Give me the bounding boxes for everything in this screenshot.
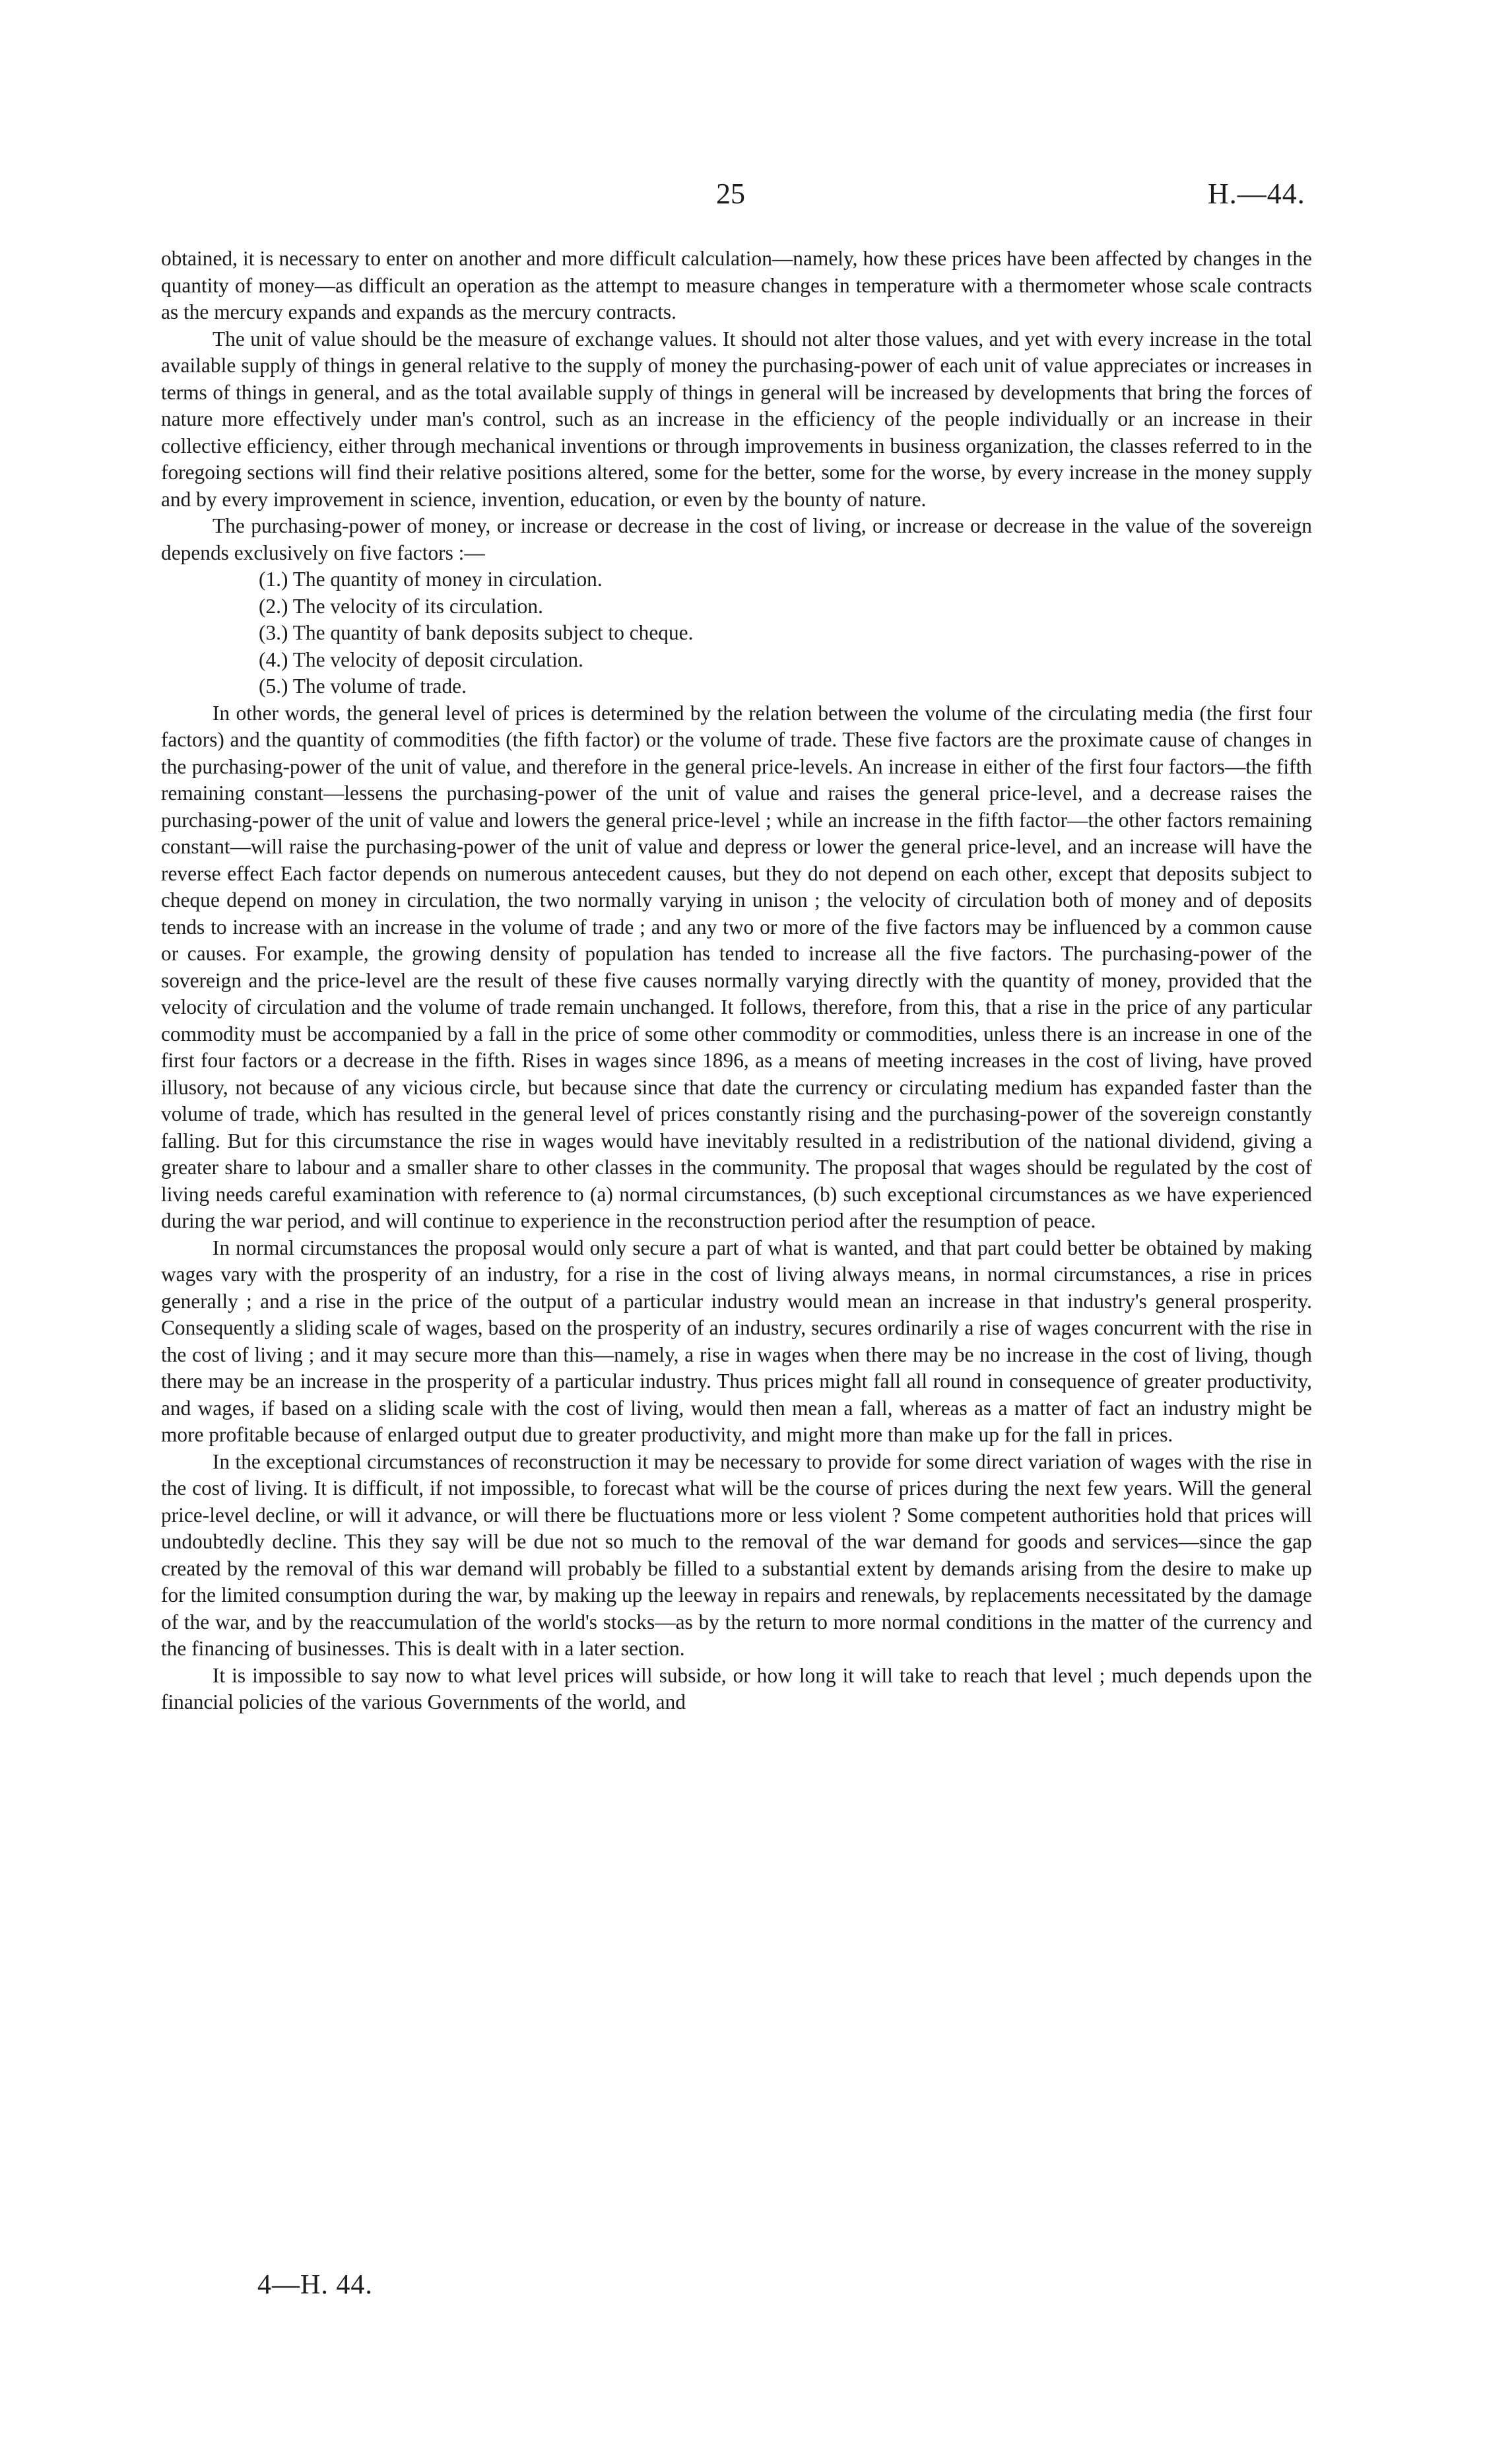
unit-of-value-paragraph: The unit of value should be the measure of exchange values. It should not alter those values, and yet with every increase in the total available supply of things in general relative to the supply of money the purchasing-power of each unit of value appreciates or increases in terms of things in general, and as the total available supply of things in general will be increased by developments that bring the forces of nature more effectively under man's control, such as an increase in the efficiency of the people individually or an increase in their collective efficiency, either through mechanical inventions or through improvements in business organization, the classes referred to in the foregoing sections will find their relative positions altered, some for the better, some for the worse, by every increase in the money supply and by every improvement in science, invention, education, or even by the bounty of nature. xyxy=(161,327,1312,511)
list-item: (3.) The quantity of bank deposits subject to cheque. xyxy=(259,621,694,644)
five-factors-list xyxy=(161,566,1312,700)
exceptional-circumstances-paragraph: In the exceptional circumstances of reconstruction it may be necessary to provide for some direct variation of wages with the rise in the cost of living. It is difficult, if not impossible, to forecast what will be the course of prices during the next few years. Will the general price-level decline, or will it advance, or will there be fluctuations more or less violent ? Some competent authorities hold that prices will undoubtedly decline. This they say will be due not so much to the removal of the war demand for goods and services—since the gap created by the removal of this war demand will probably be filled to a substantial extent by demands arising from the desire to make up for the limited consumption during the war, by making up the leeway in repairs and renewals, by replacements necessitated by the damage of the war, and by the reaccumulation of the world's stocks—as by the return to more normal conditions in the matter of the currency and the financing of businesses. This is dealt with in a later section. xyxy=(161,1449,1312,1660)
list-item: (2.) The velocity of its circulation. xyxy=(259,594,543,618)
other-words-paragraph: In other words, the general level of prices is determined by the relation between the volume of the circulating media (the first four factors) and the quantity of commodities (the fifth factor) or the volume of trade. These five factors are the proximate cause of changes in the purchasing-power of the unit of value, and therefore in the general price-levels. An increase in either of the first four factors—the fifth remaining constant—lessens the purchasing-power of the unit of value and raises the general price-level, and a decrease raises the purchasing-power of the unit of value and lowers the general price-level ; while an increase in the fifth factor—the other factors remaining constant—will raise the purchasing-power of the unit of value and depress or lower the general price-level, and an increase will have the reverse effect Each factor depends on numerous antecedent causes, but they do not depend on each other, except that deposits subject to cheque depend on money in circulation, the two normally varying in unison ; the velocity of circulation both of money and of deposits tends to increase with an increase in the volume of trade ; and any two or more of the five factors may be influenced by a common cause or causes. For example, the growing density of population has tended to increase all the five factors. The purchasing-power of the sovereign and the price-level are the result of these five causes normally varying directly with the quantity of money, provided that the velocity of circulation and the volume of trade remain unchanged. It follows, therefore, from this, that a rise in the price of any particular commodity must be accompanied by a fall in the price of some other commodity or commodities, unless there is an increase in one of the first four factors or a decrease in the fifth. Rises in wages since 1896, as a means of meeting increases in the cost of living, have proved illusory, not because of any vicious circle, but because since that date the currency or circulating medium has expanded faster than the volume of trade, which has resulted in the general level of prices constantly rising and the purchasing-power of the sovereign constantly falling. But for this circumstance the rise in wages would have inevitably resulted in a redistribution of the national dividend, giving a greater share to labour and a smaller share to other classes in the community. The proposal that wages should be regulated by the cost of living needs careful examination with reference to (a) normal circumstances, (b) such exceptional circumstances as we have experienced during the war period, and will continue to experience in the reconstruction period after the resumption of peace. xyxy=(161,701,1312,1232)
price-level-paragraph: It is impossible to say now to what level prices will subside, or how long it will take to reach that level ; much depends upon the financial policies of the various Governments of the world, and xyxy=(161,1663,1312,1713)
continuation-paragraph: obtained, it is necessary to enter on another and more difficult calculation—namely, how these prices have been affected by changes in the quantity of money—as difficult an operation as the attempt to measure changes in temperature with a thermometer whose scale contracts as the mercury expands and expands as the mercury contracts. xyxy=(161,247,1312,323)
purchasing-power-paragraph: The purchasing-power of money, or increase or decrease in the cost of living, or increase or decrease in the value of the sovereign depends exclusively on five factors :— xyxy=(161,514,1312,564)
list-item: (1.) The quantity of money in circulation. xyxy=(259,568,603,591)
page-number: 25 xyxy=(716,178,745,210)
list-item: (4.) The velocity of deposit circulation. xyxy=(259,647,583,671)
normal-circumstances-paragraph: In normal circumstances the proposal would only secure a part of what is wanted, and that part could better be obtained by making wages vary with the prosperity of an industry, for a rise in the cost of living always means, in normal circumstances, a rise in prices generally ; and a rise in the price of the output of a particular industry would mean an increase in that industry's general prosperity. Consequently a sliding scale of wages, based on the prosperity of an industry, secures ordinarily a rise of wages concurrent with the rise in the cost of living ; and it may secure more than this—namely, a rise in wages when there may be no increase in the cost of living, though there may be an increase in the prosperity of a particular industry. Thus prices might fall all round in consequence of greater productivity, and wages, if based on a sliding scale with the cost of living, would then mean a fall, whereas as a matter of fact an industry might be more profitable because of enlarged output due to greater productivity, and might more than make up for the fall in prices. xyxy=(161,1236,1312,1446)
signature-code: 4—H. 44. xyxy=(257,2270,373,2300)
body-text xyxy=(161,246,1312,1716)
list-item: (5.) The volume of trade. xyxy=(259,675,467,698)
document-code: H.—44. xyxy=(1208,178,1305,210)
